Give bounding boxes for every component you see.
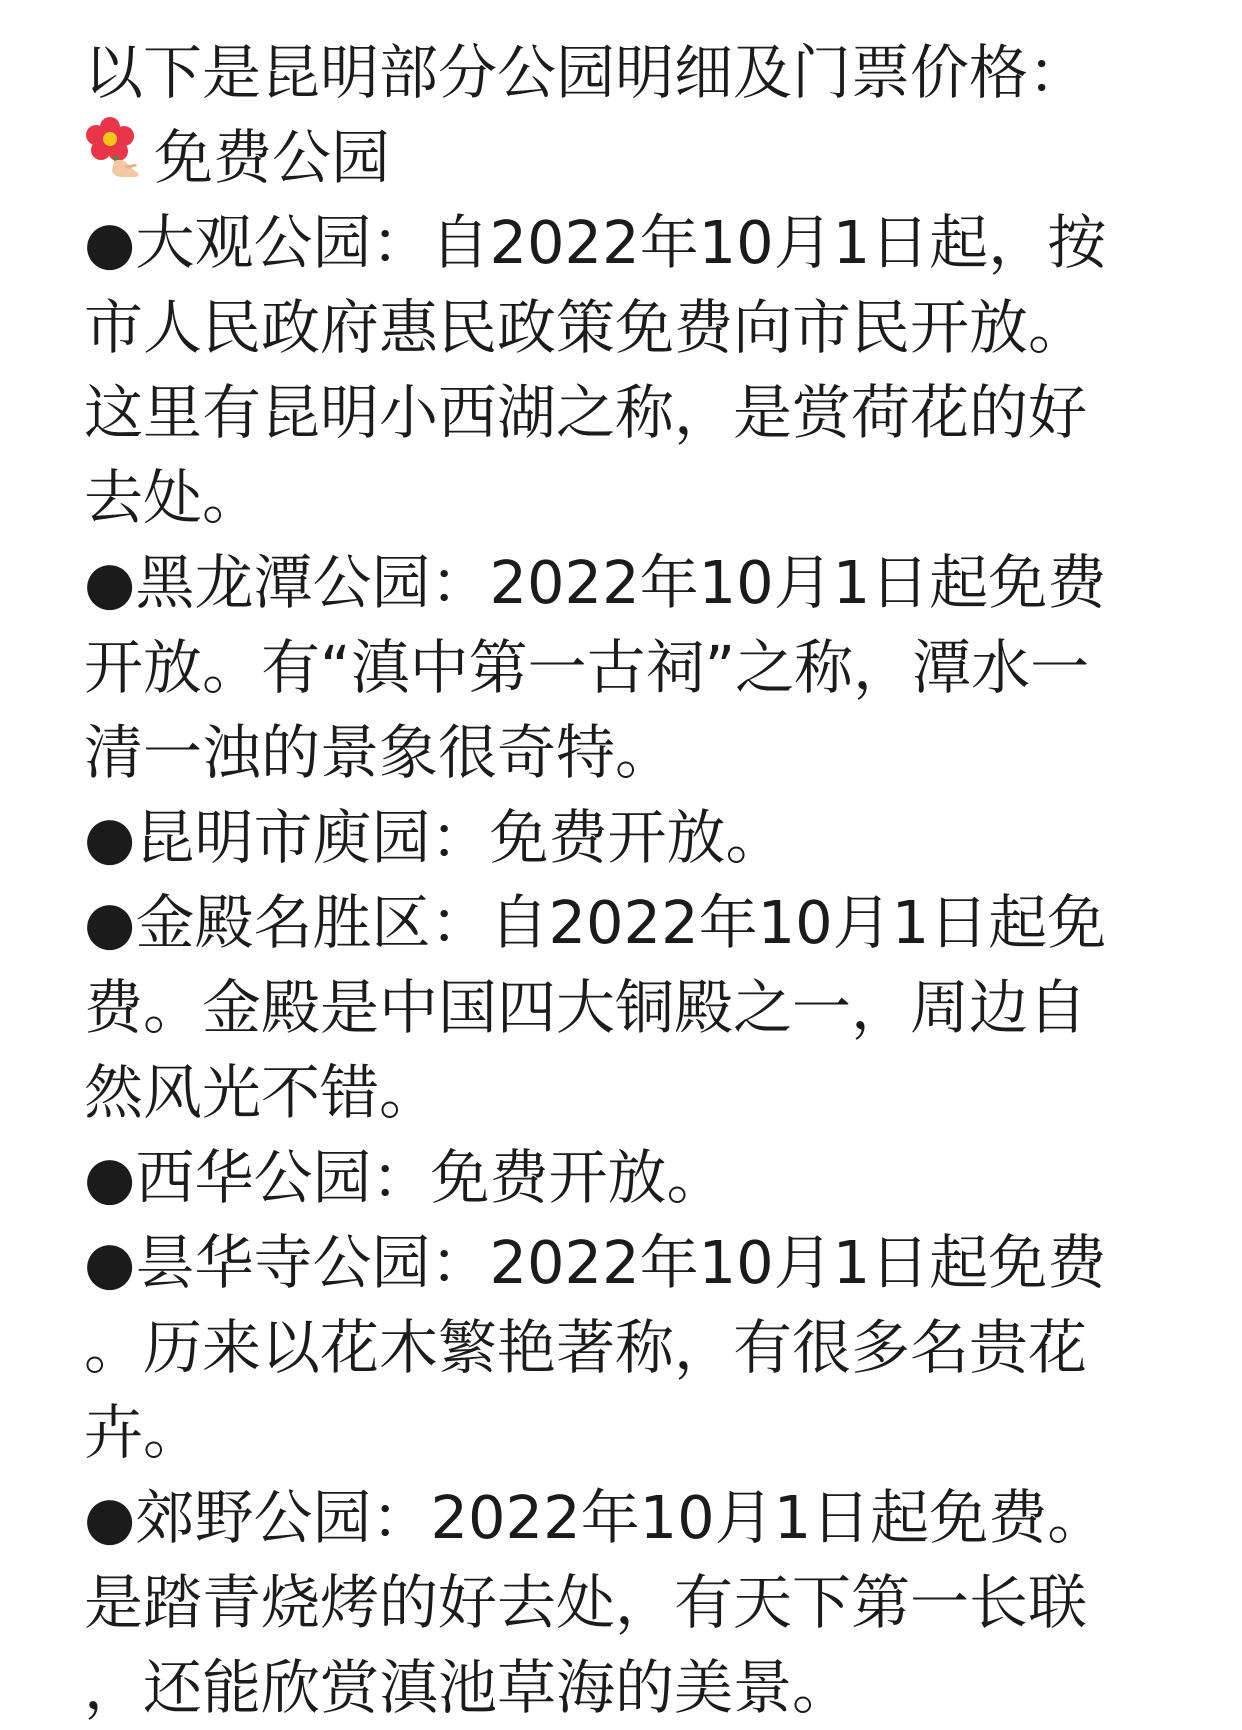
park-entry <box>84 1220 1204 1475</box>
text-line: 这里有昆明小西湖之称，是赏荷花的好 <box>84 378 1088 447</box>
text-line: ●郊野公园：2022年10月1日起免费。 <box>84 1483 1107 1552</box>
park-entry <box>84 1475 1204 1730</box>
text-line: 费。金殿是中国四大铜殿之一，周边自 <box>84 973 1088 1042</box>
section-title: 免费公园 <box>154 123 391 192</box>
park-entry <box>84 1135 1204 1220</box>
text-line: 市人民政府惠民政策免费向市民开放。 <box>84 293 1088 362</box>
text-line: 卉。 <box>84 1398 203 1467</box>
intro-line: 以下是昆明部分公园明细及门票价格： <box>84 38 1088 107</box>
flower-hand-icon <box>84 114 148 200</box>
section-heading <box>84 115 1204 200</box>
post-body <box>84 30 1204 1730</box>
text-line: 去处。 <box>84 463 262 532</box>
park-entry <box>84 795 1204 880</box>
text-line: 清一浊的景象很奇特。 <box>84 718 675 787</box>
text-line: ●昙华寺公园：2022年10月1日起免费 <box>84 1228 1107 1297</box>
park-entry <box>84 880 1204 1135</box>
text-line: ●大观公园：自2022年10月1日起，按 <box>84 208 1107 277</box>
text-line: 开放。有“滇中第一古祠”之称，潭水一 <box>84 633 1090 702</box>
park-entry <box>84 540 1204 795</box>
text-line: ●西华公园：免费开放。 <box>84 1143 726 1212</box>
park-entry <box>84 200 1204 540</box>
text-line: 是踏青烧烤的好去处，有天下第一长联 <box>84 1568 1088 1637</box>
text-line: ●金殿名胜区：自2022年10月1日起免 <box>84 888 1107 957</box>
text-line: 。历来以花木繁艳著称，有很多名贵花 <box>84 1313 1088 1382</box>
text-line: 然风光不错。 <box>84 1058 439 1127</box>
text-line: ●黑龙潭公园：2022年10月1日起免费 <box>84 548 1107 617</box>
text-line: ●昆明市庾园：免费开放。 <box>84 803 785 872</box>
text-line: ，还能欣赏滇池草海的美景。 <box>84 1653 852 1722</box>
